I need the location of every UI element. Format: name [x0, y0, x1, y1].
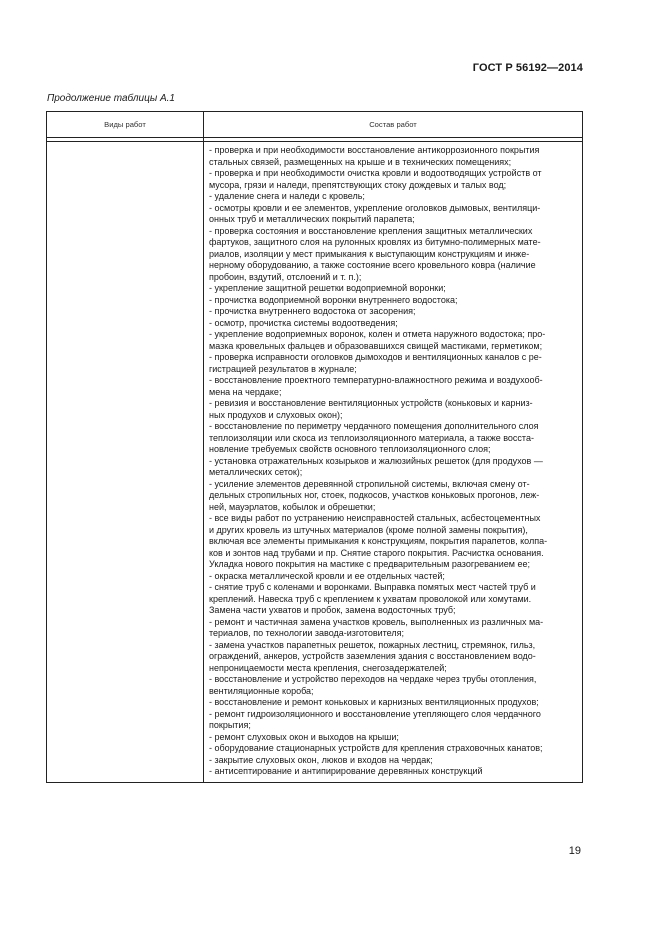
work-type-cell — [47, 142, 204, 783]
work-line: - оборудование стационарных устройств для крепления страховочных канатов; — [209, 743, 543, 753]
work-line: онных труб и металлических покрытий парапета; — [209, 214, 415, 224]
work-composition-cell — [204, 142, 583, 783]
work-line: - осмотры кровли и ее элементов, укрепление оголовков дымовых, вентиляци- — [209, 202, 541, 213]
work-line: ограждений, анкеров, устройств заземления здания с восстановлением водо- — [209, 651, 536, 661]
work-line: - укрепление защитной решетки водоприемной воронки; — [209, 283, 446, 293]
column-header-work-types: Виды работ — [47, 112, 204, 138]
work-line: мена на чердаке; — [209, 386, 282, 397]
work-line: - ремонт и частичная замена участков кровель, выполненных из различных ма- — [209, 616, 544, 627]
work-line: вентиляционные короба; — [209, 685, 314, 696]
work-line: териалов, по технологии завода-изготовителя; — [209, 628, 404, 638]
work-line: креплений. Навеска труб с креплением к ухватам проволокой или хомутами. — [209, 593, 532, 604]
work-line: - усиление элементов деревянной стропильной системы, включая смену от- — [209, 478, 530, 489]
works-table — [46, 111, 583, 783]
work-line: - проверка и при необходимости очистка кровли и водоотводящих устройств от — [209, 168, 542, 178]
work-line: - ревизия и восстановление вентиляционных устройств (коньковых и карниз- — [209, 398, 533, 408]
work-line: - восстановление по периметру чердачного помещения дополнительного слоя — [209, 421, 539, 431]
work-line: ков и зонтов над трубами и пр. Снятие старого покрытия. Расчистка основания. — [209, 547, 544, 558]
work-line: фартуков, защитного слоя на рулонных кровлях из битумно-полимерных мате- — [209, 237, 541, 247]
work-line: и других кровель из штучных материалов (кроме полной замены покрытия), — [209, 524, 528, 535]
work-line: риалов, изоляции у мест примыкания к выступающим конструкциям и инже- — [209, 248, 530, 259]
work-line: - установка отражательных козырьков и жалюзийных решеток (для продухов — — [209, 455, 543, 466]
table-row — [47, 142, 583, 783]
work-line: - удаление снега и наледи с кровель; — [209, 191, 365, 201]
work-line: - осмотр, прочистка системы водоотведения; — [209, 317, 398, 328]
work-line: нерному оборудованию, а также состояние всего кровельного ковра (наличие — [209, 260, 536, 270]
work-line: - замена участков парапетных решеток, пожарных лестниц, стремянок, гильз, — [209, 639, 536, 650]
work-line: - восстановление проектного температурно-влажностного режима и воздухооб- — [209, 375, 543, 385]
work-line: мусора, грязи и наледи, препятствующих стоку дождевых и талых вод; — [209, 179, 507, 190]
work-line: дельных стропильных ног, стоек, подкосов, участков коньковых прогонов, леж- — [209, 490, 540, 500]
work-line: Укладка нового покрытия на мастике с предварительным разогреванием ее; — [209, 559, 531, 569]
work-line: - окраска металлической кровли и ее отдельных частей; — [209, 570, 445, 581]
work-line: теплоизоляции или скоса из теплоизоляционного материала, а также восста- — [209, 432, 534, 443]
work-line: металлических сеток); — [209, 467, 303, 477]
table-header-row — [47, 112, 583, 138]
work-line: - прочистка внутреннего водостока от засорения; — [209, 306, 416, 316]
work-line: - восстановление и устройство переходов на чердаке через трубы отопления, — [209, 674, 537, 684]
work-line: - прочистка водоприемной воронки внутреннего водостока; — [209, 294, 458, 305]
page-number: 19 — [568, 845, 581, 857]
work-line: непроницаемости места крепления, снегозадержателей; — [209, 662, 447, 673]
work-line: - ремонт гидроизоляционного и восстановление утепляющего слоя чердачного — [209, 708, 541, 719]
work-line: - антисептирование и антипирирование деревянных конструкций — [209, 766, 483, 776]
standard-code: ГОСТ Р 56192—2014 — [472, 62, 583, 74]
work-line: ных продухов и слуховых окон); — [209, 409, 343, 420]
work-line: новление требуемых свойств основного теплоизоляционного слоя; — [209, 444, 491, 454]
works-list — [204, 142, 582, 782]
work-line: гистрацией результатов в журнале; — [209, 363, 357, 374]
work-line: включая все элементы примыкания к конструкциям, покрытия парапетов, колпа- — [209, 536, 548, 546]
work-line: - проверка исправности оголовков дымоходов и вентиляционных каналов с ре- — [209, 352, 542, 362]
work-line: - проверка и при необходимости восстановление антикоррозионного покрытия — [209, 145, 540, 155]
work-line: - ремонт слуховых окон и выходов на крыши; — [209, 731, 399, 742]
work-line: - все виды работ по устранению неисправностей стальных, асбестоцементных — [209, 513, 541, 523]
work-line: стальных связей, размещенных на крыше и в технических помещениях; — [209, 156, 512, 167]
work-line: Замена части ухватов и пробок, замена водосточных труб; — [209, 605, 456, 615]
work-line: покрытия; — [209, 720, 251, 730]
table-caption: Продолжение таблицы А.1 — [47, 93, 175, 104]
work-line: - укрепление водоприемных воронок, колен и отмета наружного водостока; про- — [209, 329, 546, 339]
column-header-work-composition: Состав работ — [204, 112, 583, 138]
work-line: - закрытие слуховых окон, люков и входов на чердак; — [209, 754, 433, 765]
work-line: - снятие труб с коленами и воронками. Выправка помятых мест частей труб и — [209, 582, 536, 592]
work-line: мазка кровельных фальцев и образовавшихся свищей мастиками, герметиком; — [209, 340, 543, 351]
work-line: - восстановление и ремонт коньковых и карнизных вентиляционных продухов; — [209, 697, 539, 707]
work-line: ней, мауэрлатов, кобылок и обрешетки; — [209, 501, 376, 512]
work-line: - проверка состояния и восстановление крепления защитных металлических — [209, 225, 533, 236]
work-line: пробоин, вздутий, отслоений и т. п.); — [209, 271, 362, 282]
